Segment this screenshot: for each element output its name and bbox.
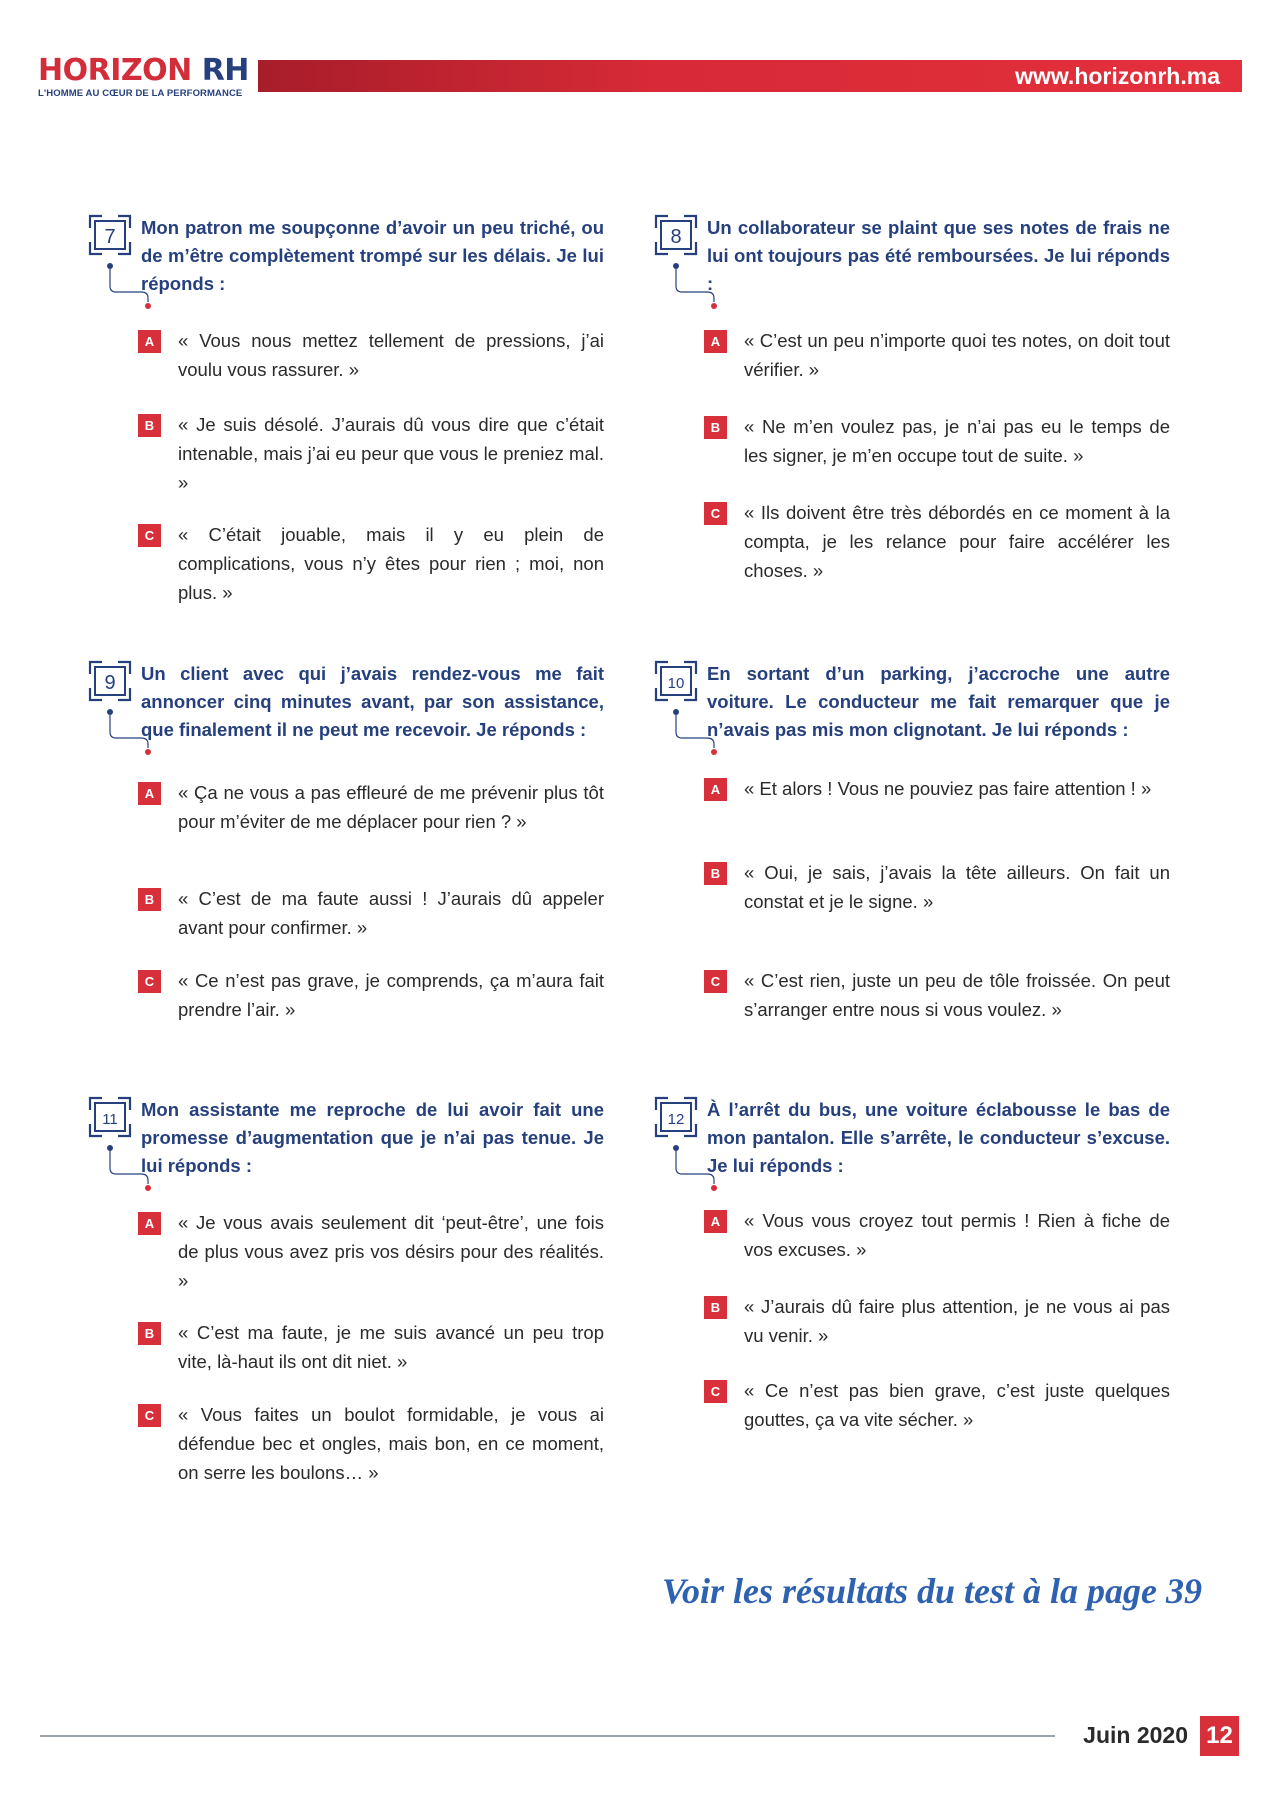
footer-divider bbox=[40, 1735, 1055, 1737]
answer-text: « Vous nous mettez tellement de pressions, j’ai voulu vous rassurer. » bbox=[178, 330, 604, 380]
answer-option-a[interactable] bbox=[138, 1208, 604, 1295]
question-text: Mon patron me soupçonne d’avoir un peu triché, ou de m’être complètement trompé sur les délais. Je lui réponds : bbox=[141, 217, 604, 294]
answer-letter-badge: C bbox=[138, 970, 161, 993]
answer-text: « J’aurais dû faire plus attention, je ne vous ai pas vu venir. » bbox=[744, 1296, 1170, 1346]
answer-option-c[interactable] bbox=[138, 1400, 604, 1487]
answer-option-b[interactable] bbox=[704, 1292, 1170, 1350]
answer-text: « Vous vous croyez tout permis ! Rien à fiche de vos excuses. » bbox=[744, 1210, 1170, 1260]
svg-text:12: 12 bbox=[667, 1111, 685, 1128]
answer-option-a[interactable] bbox=[704, 326, 1170, 384]
page-number: 12 bbox=[1200, 1716, 1239, 1756]
answer-text: « C’était jouable, mais il y eu plein de complications, vous n’y êtes pour rien ; moi, non plus. » bbox=[178, 524, 604, 603]
logo-rh: RH bbox=[201, 53, 249, 88]
question-block-11 bbox=[88, 1096, 624, 1483]
question-text: En sortant d’un parking, j’accroche une autre voiture. Le conducteur me fait remarquer que je n’avais pas mis mon clignotant. Je lui réponds : bbox=[707, 663, 1170, 740]
answer-text: « Je suis désolé. J’aurais dû vous dire que c’était intenable, mais j’ai eu peur que vous le preniez mal. » bbox=[178, 414, 604, 493]
svg-text:10: 10 bbox=[667, 675, 685, 692]
answer-text: « C’est rien, juste un peu de tôle froissée. On peut s’arranger entre nous si vous voulez. » bbox=[744, 970, 1170, 1020]
answer-option-b[interactable] bbox=[138, 884, 604, 942]
question-text: Un collaborateur se plaint que ses notes de frais ne lui ont toujours pas été remboursées. Je lui réponds : bbox=[707, 217, 1170, 294]
results-page-link[interactable]: Voir les résultats du test à la page 39 bbox=[661, 1571, 1202, 1611]
answer-letter-badge: B bbox=[704, 862, 727, 885]
answer-text: « C’est ma faute, je me suis avancé un peu trop vite, là-haut ils ont dit niet. » bbox=[178, 1322, 604, 1372]
logo-wordmark bbox=[38, 53, 249, 88]
answer-letter-badge: A bbox=[138, 1212, 161, 1235]
answer-text: « Ils doivent être très débordés en ce moment à la compta, je les relance pour faire accélérer les choses. » bbox=[744, 502, 1170, 581]
question-text: Mon assistante me reproche de lui avoir fait une promesse d’augmentation que je n’ai pas tenue. Je lui réponds : bbox=[141, 1099, 604, 1176]
answer-letter-badge: B bbox=[138, 414, 161, 437]
brand-logo bbox=[38, 53, 249, 99]
answer-letter-badge: C bbox=[704, 502, 727, 525]
answer-letter-badge: B bbox=[704, 1296, 727, 1319]
question-block-12 bbox=[654, 1096, 1190, 1476]
answer-text: « Ce n’est pas bien grave, c’est juste quelques gouttes, ça va vite sécher. » bbox=[744, 1380, 1170, 1430]
answer-text: « Ne m’en voulez pas, je n’ai pas eu le temps de les signer, je m’en occupe tout de suite. » bbox=[744, 416, 1170, 466]
svg-text:7: 7 bbox=[104, 226, 116, 248]
answer-letter-badge: B bbox=[704, 416, 727, 439]
answer-text: « Et alors ! Vous ne pouviez pas faire attention ! » bbox=[744, 778, 1152, 799]
logo-tagline: L'HOMME AU CŒUR DE LA PERFORMANCE bbox=[38, 88, 243, 99]
answer-option-b[interactable] bbox=[704, 412, 1170, 470]
question-block-8 bbox=[654, 214, 1190, 594]
answer-option-b[interactable] bbox=[704, 858, 1170, 916]
answer-option-b[interactable] bbox=[138, 1318, 604, 1376]
answer-option-a[interactable] bbox=[704, 1206, 1170, 1264]
svg-text:11: 11 bbox=[102, 1111, 118, 1128]
answer-text: « Ça ne vous a pas effleuré de me prévenir plus tôt pour m’éviter de me déplacer pour rien ? » bbox=[178, 782, 604, 832]
answer-option-a[interactable] bbox=[138, 326, 604, 384]
answer-option-c[interactable] bbox=[704, 1376, 1170, 1434]
answer-letter-badge: A bbox=[138, 782, 161, 805]
question-text: À l’arrêt du bus, une voiture éclabousse le bas de mon pantalon. Elle s’arrête, le conducteur s’excuse. Je lui réponds : bbox=[707, 1099, 1170, 1176]
answer-option-a[interactable] bbox=[704, 774, 1170, 803]
answer-letter-badge: C bbox=[138, 1404, 161, 1427]
answer-option-b[interactable] bbox=[138, 410, 604, 497]
answer-text: « Oui, je sais, j’avais la tête ailleurs. On fait un constat et je le signe. » bbox=[744, 862, 1170, 912]
answer-letter-badge: B bbox=[138, 1322, 161, 1345]
answer-text: « Vous faites un boulot formidable, je vous ai défendue bec et ongles, mais bon, en ce moment, on serre les boulons… » bbox=[178, 1404, 604, 1483]
website-link[interactable]: www.horizonrh.ma bbox=[1015, 63, 1220, 89]
answer-option-a[interactable] bbox=[138, 778, 604, 836]
question-block-7 bbox=[88, 214, 624, 603]
answer-letter-badge: C bbox=[138, 524, 161, 547]
answer-letter-badge: C bbox=[704, 970, 727, 993]
answer-letter-badge: C bbox=[704, 1380, 727, 1403]
answer-text: « Je vous avais seulement dit ‘peut-être’, une fois de plus vous avez pris vos désirs pour des réalités. » bbox=[178, 1212, 604, 1291]
answer-letter-badge: A bbox=[704, 330, 727, 353]
answer-letter-badge: A bbox=[138, 330, 161, 353]
answer-letter-badge: A bbox=[704, 1210, 727, 1233]
answer-text: « Ce n’est pas grave, je comprends, ça m’aura fait prendre l’air. » bbox=[178, 970, 604, 1020]
answer-text: « C’est de ma faute aussi ! J’aurais dû appeler avant pour confirmer. » bbox=[178, 888, 604, 938]
answer-option-c[interactable] bbox=[704, 498, 1170, 585]
answer-option-c[interactable] bbox=[138, 966, 604, 1024]
question-block-9 bbox=[88, 660, 624, 1040]
issue-date: Juin 2020 bbox=[1083, 1722, 1188, 1748]
answer-letter-badge: A bbox=[704, 778, 727, 801]
answer-option-c[interactable] bbox=[704, 966, 1170, 1024]
svg-text:8: 8 bbox=[670, 226, 682, 248]
answer-text: « C’est un peu n’importe quoi tes notes, on doit tout vérifier. » bbox=[744, 330, 1170, 380]
answer-option-c[interactable] bbox=[138, 520, 604, 607]
svg-text:9: 9 bbox=[104, 672, 116, 694]
answer-letter-badge: B bbox=[138, 888, 161, 911]
question-text: Un client avec qui j’avais rendez-vous me fait annoncer cinq minutes avant, par son assistance, que finalement il ne peut me recevoir. Je réponds : bbox=[141, 663, 604, 740]
question-block-10 bbox=[654, 660, 1190, 1040]
header-band bbox=[258, 60, 1242, 92]
logo-horizon: HORIZON bbox=[38, 53, 192, 88]
